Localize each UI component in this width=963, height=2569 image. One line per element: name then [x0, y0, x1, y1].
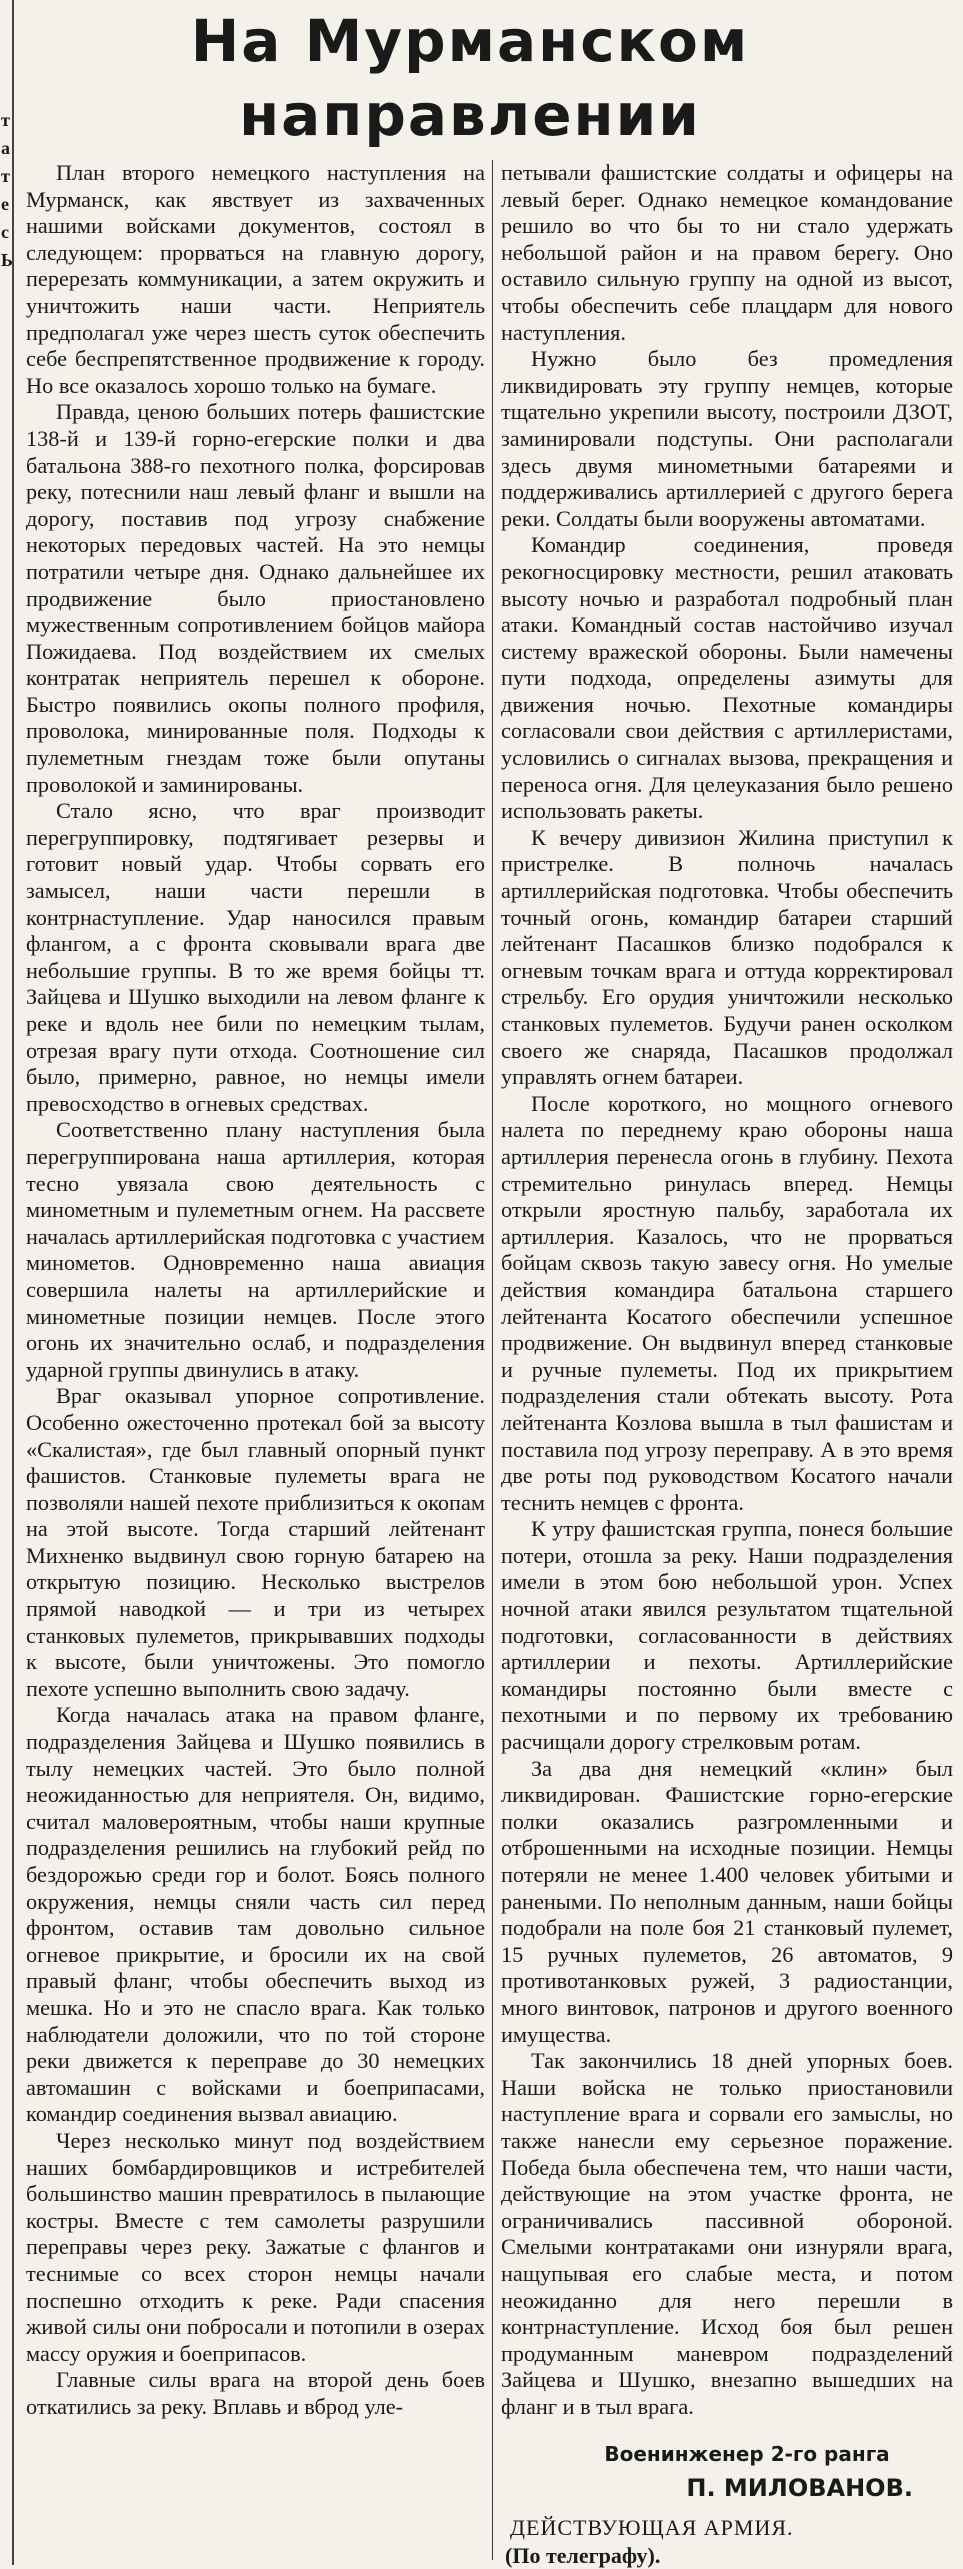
paragraph: За два дня немецкий «клин» был ликвидирован. Фашистские горно-егерские полки оказались разгромленными и отброшенными на исходные позиции. Немцы потеряли не менее 1.400 человек убитыми и ранеными. По неполным данным, наши бойцы подобрали на поле боя 21 станковый пулемет, 15 ручных пулеметов, 26 автоматов, 9 противотанковых ружей, 3 радиостанции, много винтовок, патронов и другого военного имущества. — [501, 1755, 953, 2047]
paragraph: Стало ясно, что враг производит перегруппировку, подтягивает резервы и готовит новый удар. Чтобы сорвать его замысел, наши части перешли в контрнаступление. Удар наносился правым флангом, а с фронта сковывали врага две небольшие группы. В то же время бойцы тт. Зайцева и Шушко выходили на левом фланге к реке и вдоль нее били по немецким тылам, отрезая врагу пути отхода. Соотношение сил было, примерно, равное, но немцы имели превосходство в огневых средствах. — [26, 798, 485, 1116]
author-rank: Военинженер 2-го ранга — [604, 2442, 890, 2466]
paragraph: Через несколько минут под воздействием наших бомбардировщиков и истребителей большинство машин превратилось в пылающие костры. Вместе с тем самолеты разрушили переправы через реку. Зажатые с флангов и теснимые со всех сторон немцы начали поспешно отходить к реке. Ради спасения живой силы они побросали и потопили в озерах массу оружия и боеприпасов. — [26, 2127, 485, 2366]
paragraph: Командир соединения, проведя рекогносцировку местности, решил атаковать высоту ночью и разработал подробный план атаки. Командный состав настойчиво изучал систему вражеской обороны. Были намечены пути подхода, определены азимуты для движения ночью. Пехотные командиры согласовали свои действия с артиллеристами, условились о сигналах вызова, прекращения и переноса огня. Для целеуказания было решено использовать ракеты. — [501, 532, 953, 824]
dateline-note: (По телеграфу). — [505, 2543, 661, 2568]
paragraph: К утру фашистская группа, понеся большие потери, отошла за реку. Наши подразделения имели в этом бою небольшой урон. Успех ночной атаки явился результатом тщательной подготовки, согласованности в действиях артиллерии и пехоты. Артиллерийские командиры постоянно были вместе с пехотными и по первому их требованию расчищали дорогу стрелковым ротам. — [501, 1516, 953, 1755]
paragraph: Главные силы врага на второй день боев откатились за реку. Вплавь и вброд уле- — [26, 2367, 485, 2419]
edge-letter: с — [1, 222, 9, 242]
headline-line-2: направлении — [239, 81, 701, 149]
paragraph: К вечеру дивизион Жилина приступил к пристрелке. В полночь началась артиллерийская подготовка. Чтобы обеспечить точный огонь, командир батареи старший лейтенант Пасашков близко подобрался к огневым точкам врага и оттуда корректировал стрельбу. Его орудия уничтожили несколько станковых пулеметов. Будучи ранен осколком своего же снаряда, Пасашков продолжал управлять огнем батареи. — [501, 824, 953, 1090]
author-name: П. МИЛОВАНОВ. — [686, 2474, 913, 2502]
paragraph: петывали фашистские солдаты и офицеры на левый берег. Однако немецкое командование решило во что бы то ни стало удержать небольшой район и на правом берегу. Оно оставило сильную группу на одной из высот, чтобы обеспечить себе плацдарм для нового наступления. — [501, 160, 953, 345]
paragraph: После короткого, но мощного огневого налета по переднему краю обороны наша артиллерия перенесла огонь в глубину. Пехота стремительно ринулась вперед. Немцы открыли яростную пальбу, заработала их артиллерия. Казалось, что не прорваться бойцам сквозь такую завесу огня. Но умелые действия командира батальона старшего лейтенанта Косатого обеспечили успешное продвижение. Он выдвинул вперед станковые и ручные пулеметы. Под их прикрытием подразделения стали обтекать высоту. Рота лейтенанта Козлова вышла в тыл фашистам и поставила под угрозу переправу. А в это время две роты под руководством Косатого начали теснить немцев с фронта. — [501, 1090, 953, 1515]
paragraph: Когда началась атака на правом фланге, подразделения Зайцева и Шушко появились в тылу немецких частей. Это было полной неожиданностью для неприятеля. Он, видимо, считал маловероятным, чтобы наши крупные подразделения решились на глубокий рейд по бездорожью среди гор и болот. Боясь полного окружения, немцы сняли часть сил перед фронтом, оставив там довольно сильное огневое прикрытие, и бросили их на свой правый фланг, чтобы обеспечить выход из мешка. Но и это не спасло врага. Как только наблюдатели доложили, что по той стороне реки движется к переправе до 30 немецких автомашин с войсками и боеприпасами, командир соединения вызвал авиацию. — [26, 1702, 485, 2127]
article-left-column — [26, 160, 485, 2420]
dateline-place: ДЕЙСТВУЮЩАЯ АРМИЯ. — [510, 2515, 794, 2540]
article-right-column — [501, 160, 953, 2420]
edge-letter: е — [1, 194, 9, 214]
column-divider — [492, 160, 493, 2560]
edge-letter: Ь — [1, 250, 13, 270]
paragraph: Враг оказывал упорное сопротивление. Особенно ожесточенно протекал бой за высоту «Скалистая», где был главный опорный пункт фашистов. Станковые пулеметы врага не позволяли нашей пехоте приблизиться к окопам на этой высоте. Тогда старший лейтенант Михненко выдвинул свою горную батарею на открытую позицию. Несколько выстрелов прямой наводкой — и три из четырех станковых пулеметов, прикрывавших подходы к высоте, были уничтожены. Это помогло пехоте успешно выполнить свою задачу. — [26, 1383, 485, 1701]
paragraph: Соответственно плану наступления была перегруппирована наша артиллерия, которая тесно увязала свою деятельность с минометным и пулеметным огнем. На рассвете началась артиллерийская подготовка с участием минометов. Одновременно наша авиация совершила налеты на артиллерийские и минометные позиции немцев. После этого огонь их значительно ослаб, и подразделения ударной группы двинулись в атаку. — [26, 1117, 485, 1382]
paragraph: Так закончились 18 дней упорных боев. Наши войска не только приостановили наступление врага и сорвали его замыслы, но также нанесли ему серьезное поражение. Победа была обеспечена тем, что наши части, действующие на этом участке фронта, не ограничивались пассивной обороной. Смелыми контратаками они изнуряли врага, нащупывая его слабые места, и потом неожиданно для него перешли в контрнаступление. Исход боя был решен продуманным маневром подразделений Зайцева и Шушко, внезапно вышедших на фланг и в тыл врага. — [501, 2048, 953, 2419]
headline-line-1: На Мурманском — [190, 7, 750, 75]
paragraph: Нужно было без промедления ликвидировать эту группу немцев, которые тщательно укрепили высоту, построили ДЗОТ, заминировали подступы. Они располагали здесь двумя минометными батареями и поддерживались артиллерией с другого берега реки. Солдаты были вооружены автоматами. — [501, 346, 953, 531]
left-page-edge — [0, 0, 14, 2565]
edge-letter: а — [1, 138, 10, 158]
edge-letter: т — [1, 110, 10, 130]
edge-letter: т — [1, 166, 10, 186]
paragraph: План второго немецкого наступления на Мурманск, как явствует из захваченных нашими войсками документов, состоял в следующем: прорваться на главную дорогу, перерезать коммуникации, а затем окружить и уничтожить наши части. Неприятель предполагал уже через шесть суток обеспечить себе беспрепятственное продвижение к городу. Но все оказалось хорошо только на бумаге. — [26, 160, 485, 398]
paragraph: Правда, ценою больших потерь фашистские 138-й и 139-й горно-егерские полки и два батальона 388-го пехотного полка, форсировав реку, потеснили наш левый фланг и вышли на дорогу, поставив под угрозу снабжение некоторых передовых частей. На это немцы потратили четыре дня. Однако дальнейшее их продвижение было приостановлено мужественным сопротивлением бойцов майора Пожидаева. Под воздействием их смелых контратак неприятель перешел к обороне. Быстро появились окопы полного профиля, проволока, минированные поля. Подходы к пулеметным гнездам тоже были опутаны проволокой и заминированы. — [26, 399, 485, 797]
